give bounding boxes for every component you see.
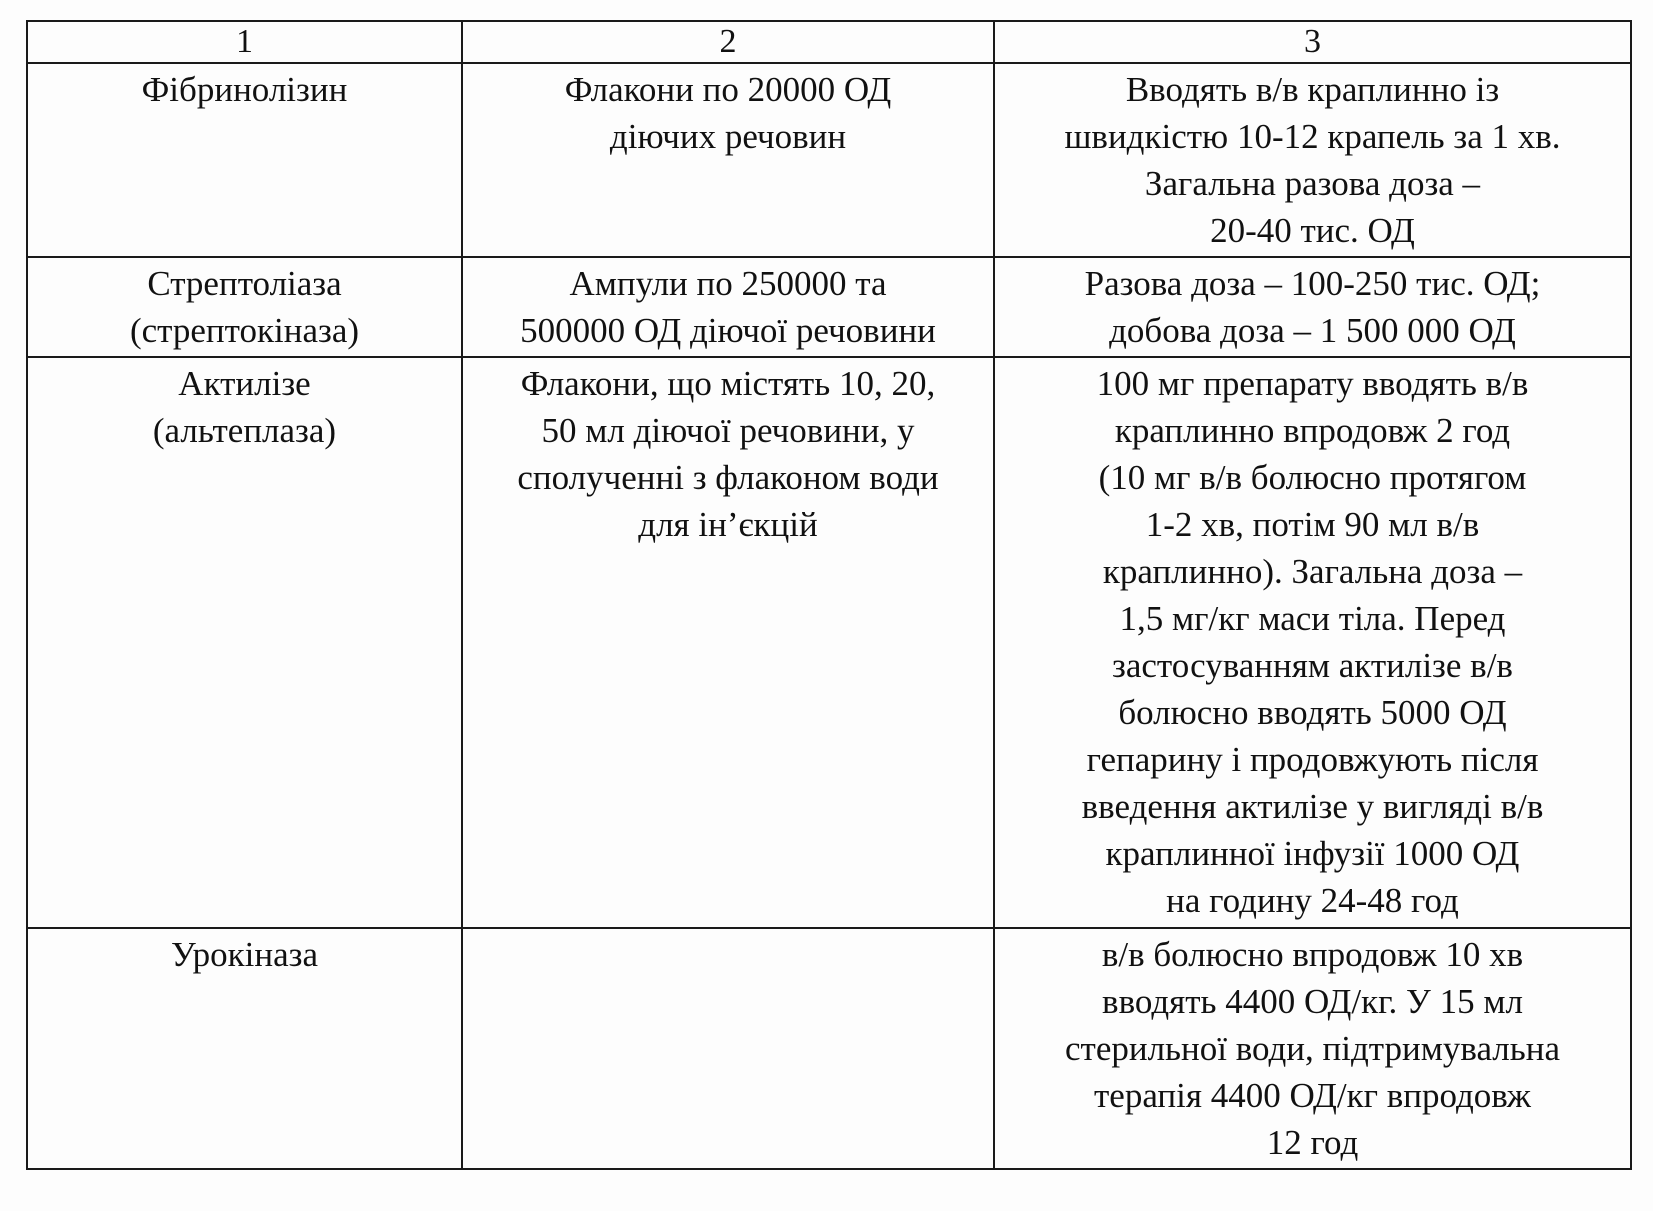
table-row	[27, 928, 1631, 1169]
column-header-3: 3	[994, 21, 1631, 63]
dosage-cell: Разова доза – 100-250 тис. ОД; добова доза – 1 500 000 ОД	[994, 257, 1631, 357]
table-row	[27, 357, 1631, 928]
release-form-cell: Ампули по 250000 та 500000 ОД діючої речовини	[462, 257, 994, 357]
drug-name-cell: Фібринолізин	[27, 63, 462, 257]
release-form-cell	[462, 928, 994, 1169]
release-form-cell: Флакони, що містять 10, 20, 50 мл діючої речовини, у сполученні з флаконом води для ін’єкцій	[462, 357, 994, 928]
table-row	[27, 63, 1631, 257]
table-row	[27, 257, 1631, 357]
dosage-cell: 100 мг препарату вводять в/в краплинно впродовж 2 год (10 мг в/в болюсно протягом 1-2 хв, потім 90 мл в/в краплинно). Загальна доза – 1,5 мг/кг маси тіла. Перед застосуванням актилізе в/в болюсно вводять 5000 ОД гепарину і продовжують після введення актилізе у вигляді в/в краплинної інфузії 1000 ОД на годину 24-48 год	[994, 357, 1631, 928]
dosage-cell: в/в болюсно впродовж 10 хв вводять 4400 ОД/кг. У 15 мл стерильної води, підтримувальна терапія 4400 ОД/кг впродовж 12 год	[994, 928, 1631, 1169]
column-header-1: 1	[27, 21, 462, 63]
dosage-cell: Вводять в/в краплинно із швидкістю 10-12 крапель за 1 хв. Загальна разова доза – 20-40 тис. ОД	[994, 63, 1631, 257]
thrombolytics-table	[26, 20, 1632, 1170]
column-header-2: 2	[462, 21, 994, 63]
release-form-cell: Флакони по 20000 ОД діючих речовин	[462, 63, 994, 257]
drug-name-cell: Стрептоліаза (стрептокіназа)	[27, 257, 462, 357]
drug-name-cell: Актилізе (альтеплаза)	[27, 357, 462, 928]
header-row	[27, 21, 1631, 63]
drug-name-cell: Урокіназа	[27, 928, 462, 1169]
